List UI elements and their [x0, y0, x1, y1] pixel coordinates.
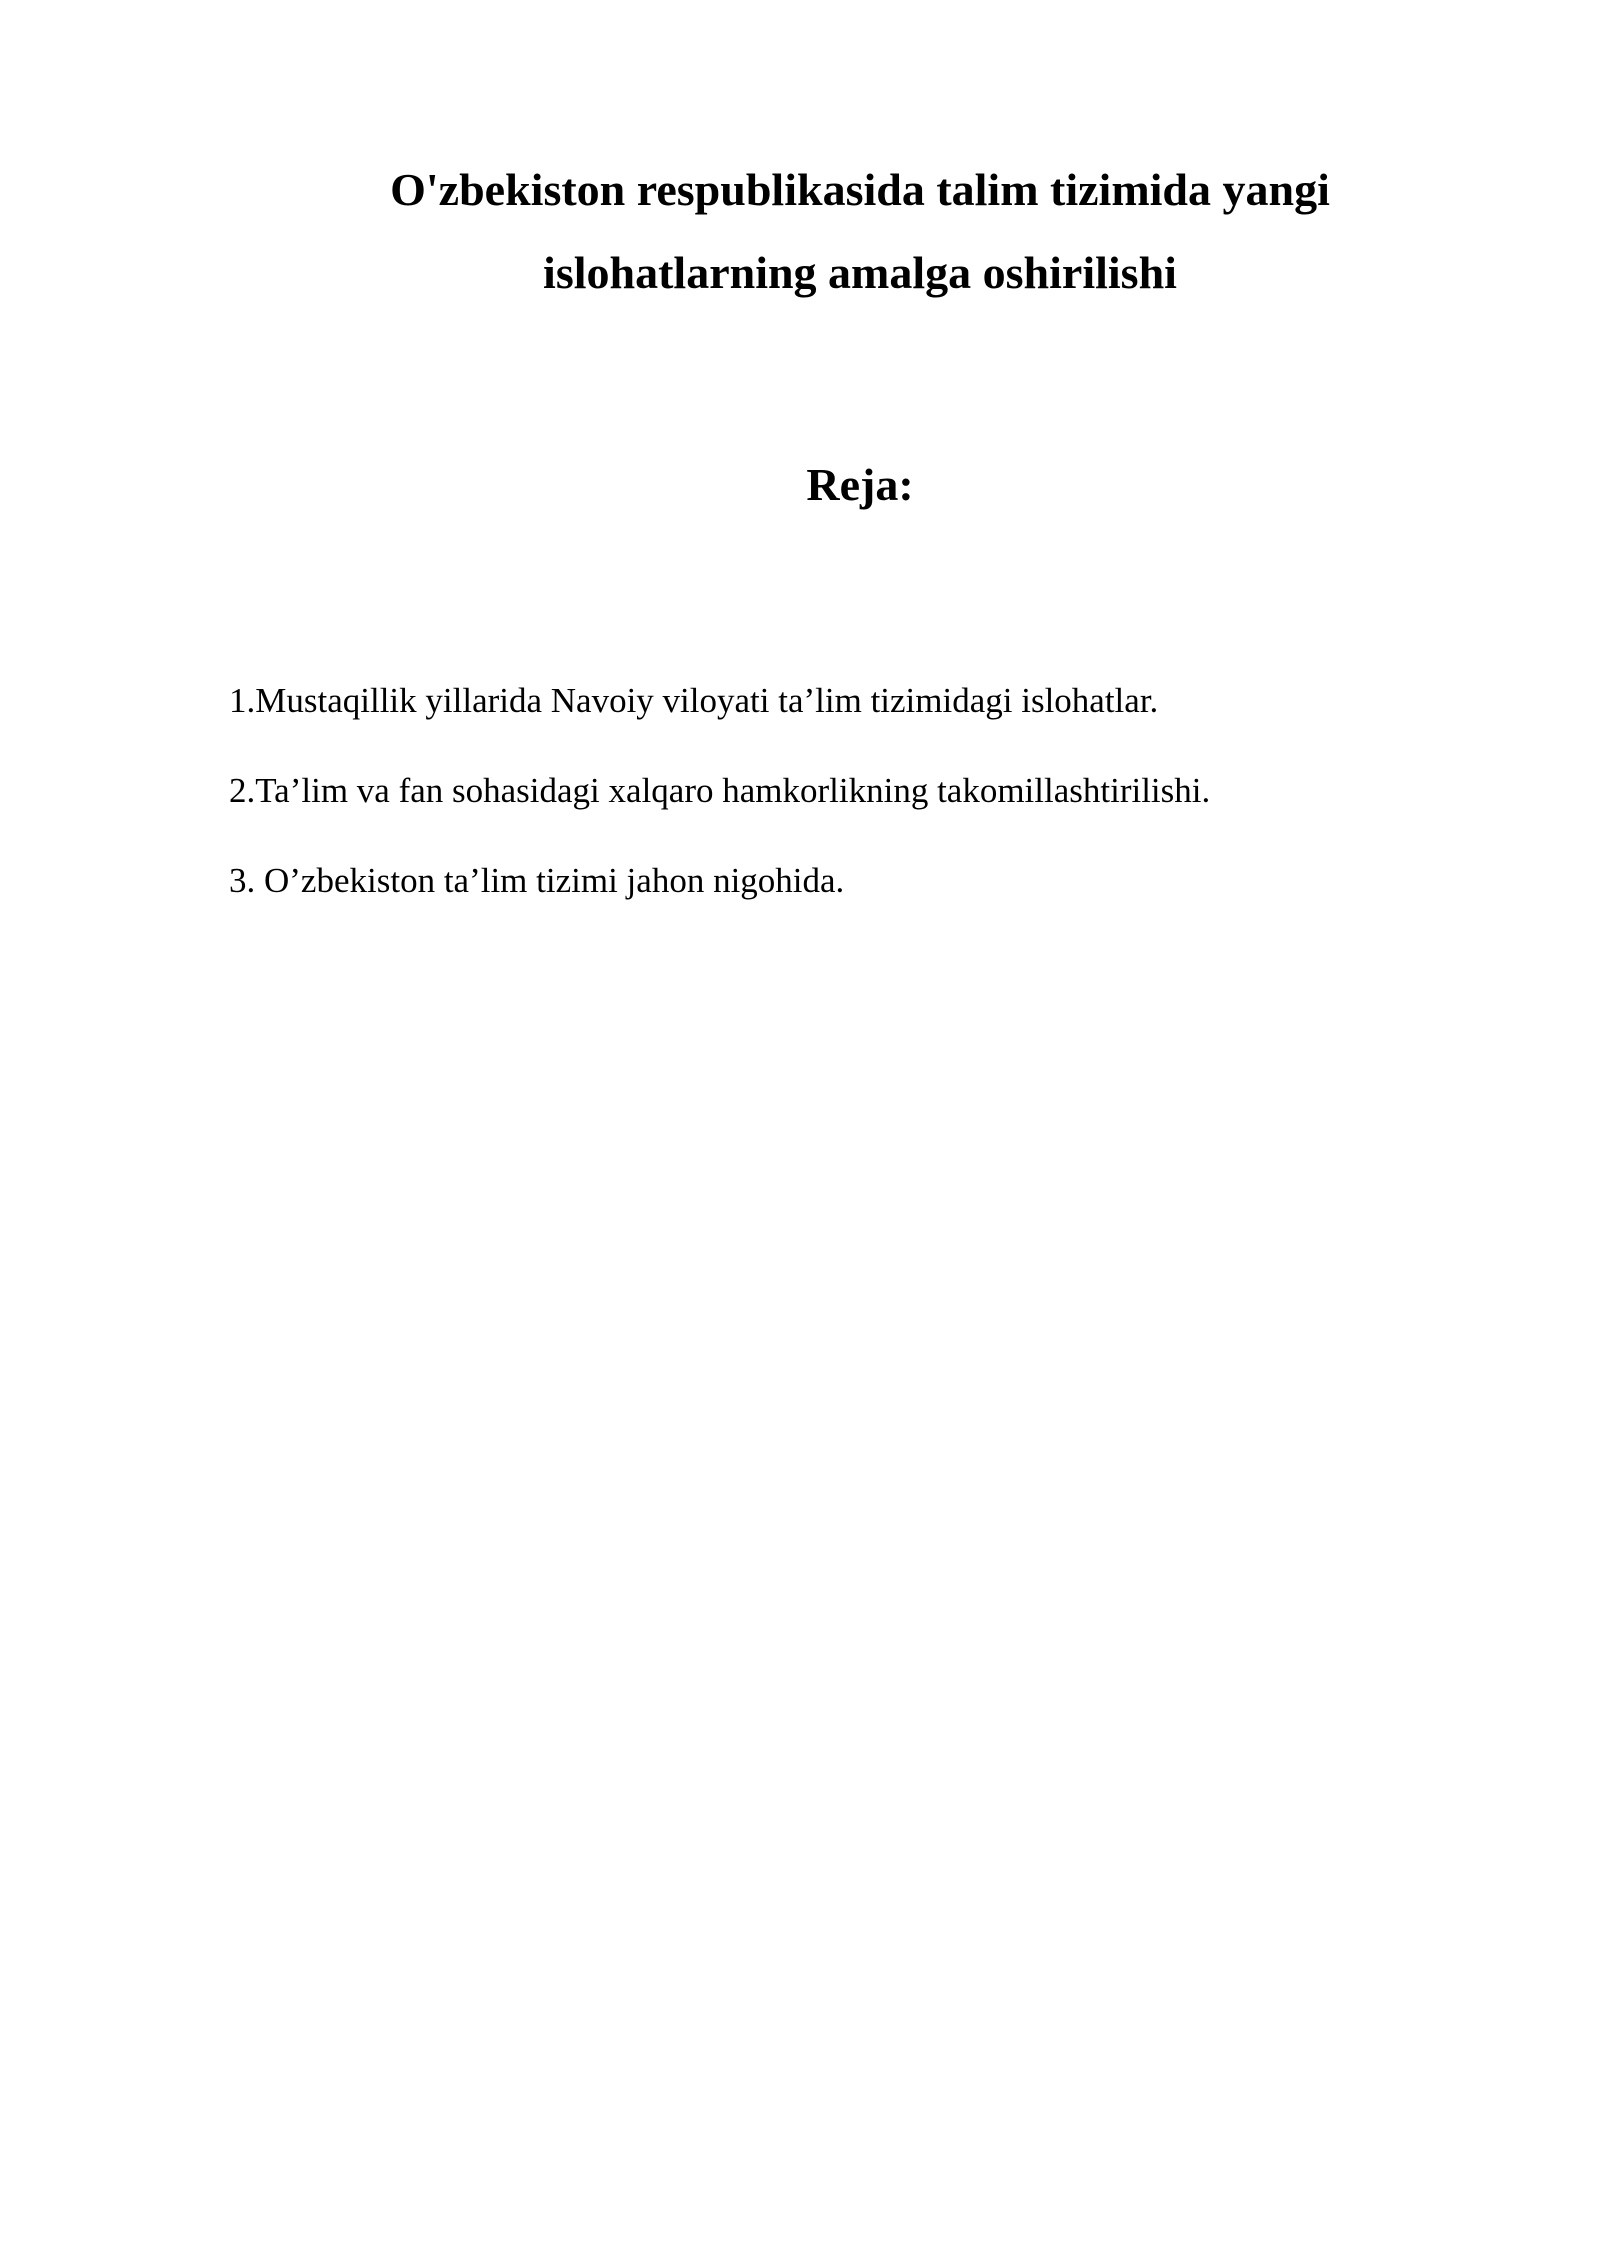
plan-item-1: 1.Mustaqillik yillarida Navoiy viloyati ta’lim tizimidagi islohatlar. [229, 681, 1159, 720]
plan-item-2: 2.Ta’lim va fan sohasidagi xalqaro hamkorlikning takomillashtirilishi. [229, 771, 1211, 810]
title-line-2: islohatlarning amalga oshirilishi [543, 247, 1177, 298]
document-title [330, 148, 1390, 314]
title-line-1: O'zbekiston respublikasida talim tizimida yangi [390, 164, 1330, 215]
plan-heading: Reja: [806, 459, 914, 510]
plan-item-3: 3. O’zbekiston ta’lim tizimi jahon nigohida. [229, 861, 845, 900]
plan-list [229, 676, 1429, 946]
